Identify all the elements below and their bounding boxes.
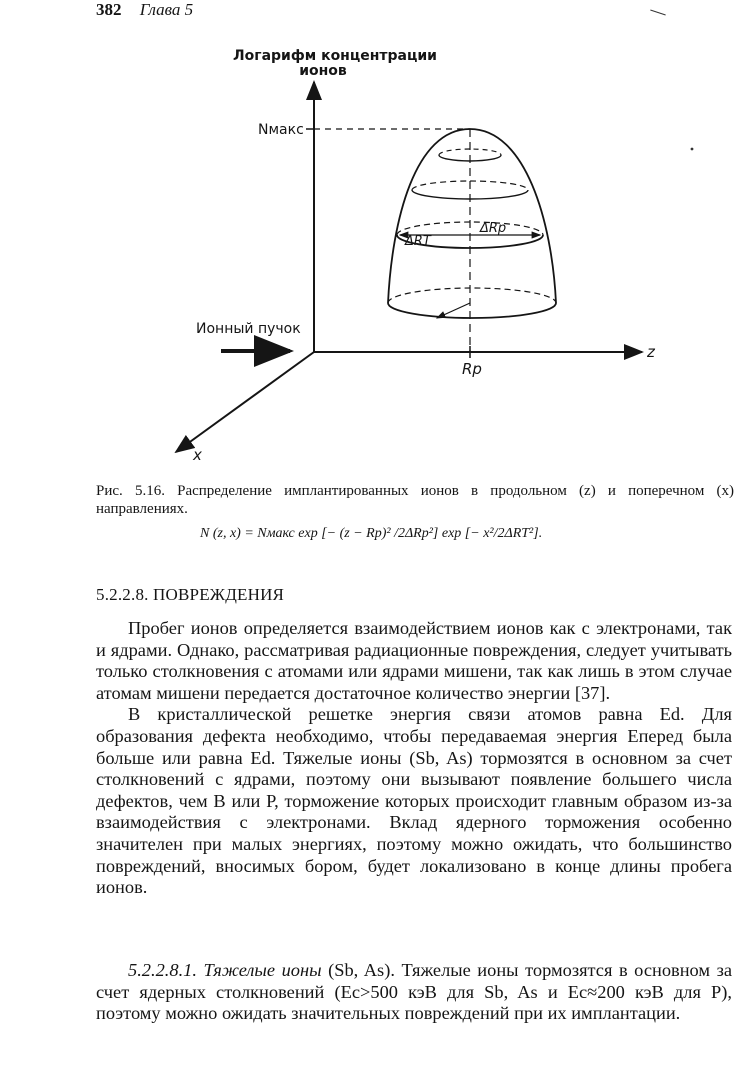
caption-label: Рис. 5.16.	[96, 483, 165, 499]
delta-rp-label: ΔRp	[480, 221, 507, 236]
z-axis-label: z	[647, 343, 655, 361]
y-axis-label-line2: ионов	[299, 63, 347, 79]
page-number: 382	[96, 0, 122, 19]
chapter-title: Глава 5	[139, 0, 194, 19]
ion-distribution-figure	[0, 0, 742, 480]
subsection-heading: 5.2.2.8.1. Тяжелые ионы	[128, 960, 322, 980]
paragraph-2: В кристаллической решетке энергия связи атомов равна Ed. Для образования дефекта необходимо, чтобы передаваемая энергия Eперед была больше или равна Ed. Тяжелые ионы (Sb, As) тормозятся в основном за счет столкновений с ядрами, поэтому они вызывают появление большего числа дефектов, чем В или Р, торможение которых происходит главным образом из-за взаимодействия с электронами. Вклад ядерного торможения особенно значителен при малых энергиях, поэтому можно ожидать, что большинство повреждений, вносимых бором, будет локализовано в конце длины пробега ионов.	[96, 704, 732, 898]
delta-rt-label: ΔRT	[405, 234, 431, 249]
section-heading: 5.2.2.8. ПОВРЕЖДЕНИЯ	[96, 585, 285, 604]
caption-text: Распределение имплантированных ионов в продольном (z) и поперечном (x) направлениях.	[96, 483, 735, 517]
cross-section-base	[388, 288, 556, 318]
speck	[691, 148, 694, 151]
x-axis	[176, 352, 314, 452]
beam-label: Ионный пучок	[196, 321, 301, 337]
subsection	[96, 960, 732, 1025]
x-axis-label: x	[193, 446, 202, 464]
subsection-paragraph	[96, 960, 732, 1025]
y-axis-label-line1: Логарифм концентрации	[233, 48, 437, 64]
subsection-text: (Sb, As). Тяжелые ионы тормозятся в основном за счет ядерных столкновений (Ec>500 кэВ для Sb, As и Ec≈200 кэВ для Р), поэтому можно ожидать значительных повреждений при их имплантации.	[96, 960, 732, 1024]
base-radius-arrow	[437, 303, 470, 318]
paragraph-1: Пробег ионов определяется взаимодействием ионов как с электронами, так и ядрами. Однако, рассматривая радиационные повреждения, следует учитывать только столкновения с атомами или ядрами мишени, так как лишь в этом случае атомам мишени передается достаточное количество энергии [37].	[96, 618, 732, 703]
rp-label: Rp	[462, 360, 482, 378]
figure-caption	[96, 482, 734, 518]
n-max-label: Nмакс	[258, 122, 304, 138]
distribution-dome	[388, 129, 556, 303]
caption-formula: N (z, x) = Nмакс exp [− (z − Rp)² /2ΔRp²] exp [− x²/2ΔRT²].	[200, 526, 543, 541]
section-body	[96, 618, 732, 899]
